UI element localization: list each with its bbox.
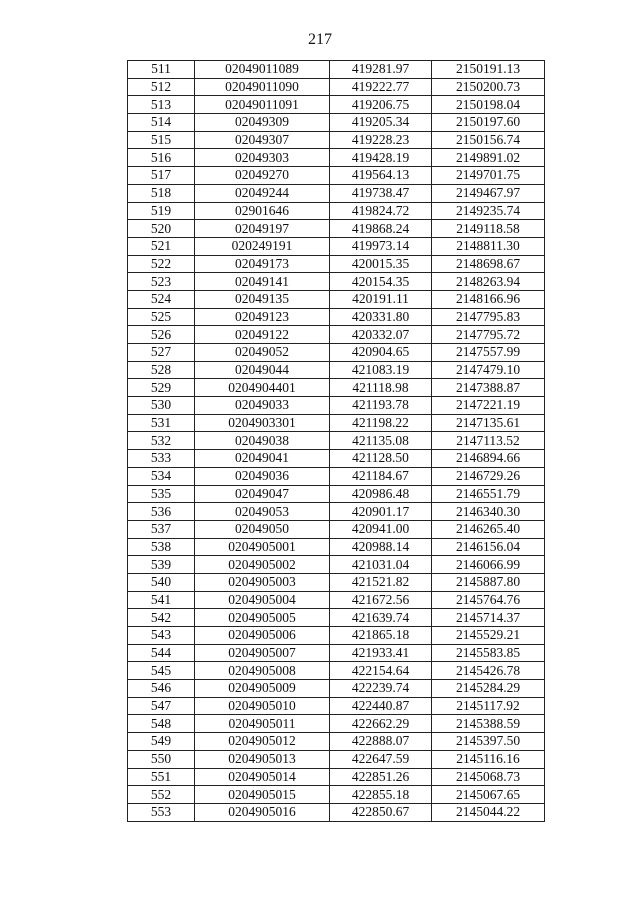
point-code-cell: 0204905016 [195, 803, 330, 821]
row-number-cell: 530 [128, 397, 195, 415]
row-number-cell: 538 [128, 538, 195, 556]
row-number-cell: 518 [128, 184, 195, 202]
table-row [128, 167, 545, 185]
y-coordinate-cell: 2146894.66 [432, 450, 545, 468]
y-coordinate-cell: 2150197.60 [432, 114, 545, 132]
point-code-cell: 02049036 [195, 467, 330, 485]
point-code-cell: 0204905008 [195, 662, 330, 680]
x-coordinate-cell: 421118.98 [330, 379, 432, 397]
point-code-cell: 02901646 [195, 202, 330, 220]
table-row [128, 662, 545, 680]
row-number-cell: 523 [128, 273, 195, 291]
y-coordinate-cell: 2145397.50 [432, 733, 545, 751]
y-coordinate-cell: 2147113.52 [432, 432, 545, 450]
table-row [128, 114, 545, 132]
table-row [128, 273, 545, 291]
point-code-cell: 0204905004 [195, 591, 330, 609]
y-coordinate-cell: 2147795.83 [432, 308, 545, 326]
y-coordinate-cell: 2150200.73 [432, 78, 545, 96]
point-code-cell: 0204905011 [195, 715, 330, 733]
row-number-cell: 529 [128, 379, 195, 397]
point-code-cell: 02049044 [195, 361, 330, 379]
y-coordinate-cell: 2147479.10 [432, 361, 545, 379]
table-row [128, 255, 545, 273]
table-row [128, 591, 545, 609]
row-number-cell: 513 [128, 96, 195, 114]
y-coordinate-cell: 2147795.72 [432, 326, 545, 344]
x-coordinate-cell: 421865.18 [330, 627, 432, 645]
row-number-cell: 547 [128, 697, 195, 715]
table-row [128, 344, 545, 362]
y-coordinate-cell: 2145764.76 [432, 591, 545, 609]
table-row [128, 78, 545, 96]
x-coordinate-cell: 420332.07 [330, 326, 432, 344]
y-coordinate-cell: 2146729.26 [432, 467, 545, 485]
point-code-cell: 02049123 [195, 308, 330, 326]
point-code-cell: 02049050 [195, 520, 330, 538]
point-code-cell: 02049122 [195, 326, 330, 344]
row-number-cell: 525 [128, 308, 195, 326]
y-coordinate-cell: 2146340.30 [432, 503, 545, 521]
table-row [128, 609, 545, 627]
x-coordinate-cell: 422662.29 [330, 715, 432, 733]
x-coordinate-cell: 422239.74 [330, 680, 432, 698]
x-coordinate-cell: 420904.65 [330, 344, 432, 362]
y-coordinate-cell: 2145068.73 [432, 768, 545, 786]
table-row [128, 61, 545, 79]
point-code-cell: 0204903301 [195, 414, 330, 432]
x-coordinate-cell: 422888.07 [330, 733, 432, 751]
x-coordinate-cell: 420988.14 [330, 538, 432, 556]
y-coordinate-cell: 2145044.22 [432, 803, 545, 821]
x-coordinate-cell: 421521.82 [330, 573, 432, 591]
y-coordinate-cell: 2145284.29 [432, 680, 545, 698]
table-row [128, 485, 545, 503]
x-coordinate-cell: 419206.75 [330, 96, 432, 114]
row-number-cell: 522 [128, 255, 195, 273]
y-coordinate-cell: 2145583.85 [432, 644, 545, 662]
y-coordinate-cell: 2149701.75 [432, 167, 545, 185]
row-number-cell: 526 [128, 326, 195, 344]
point-code-cell: 0204905010 [195, 697, 330, 715]
table-row [128, 184, 545, 202]
row-number-cell: 536 [128, 503, 195, 521]
row-number-cell: 533 [128, 450, 195, 468]
point-code-cell: 0204905002 [195, 556, 330, 574]
y-coordinate-cell: 2146066.99 [432, 556, 545, 574]
table-row [128, 432, 545, 450]
row-number-cell: 511 [128, 61, 195, 79]
x-coordinate-cell: 420191.11 [330, 290, 432, 308]
x-coordinate-cell: 421639.74 [330, 609, 432, 627]
table-row [128, 715, 545, 733]
row-number-cell: 534 [128, 467, 195, 485]
point-code-cell: 02049309 [195, 114, 330, 132]
table-row [128, 680, 545, 698]
x-coordinate-cell: 420331.80 [330, 308, 432, 326]
y-coordinate-cell: 2145388.59 [432, 715, 545, 733]
x-coordinate-cell: 420901.17 [330, 503, 432, 521]
row-number-cell: 545 [128, 662, 195, 680]
y-coordinate-cell: 2145714.37 [432, 609, 545, 627]
x-coordinate-cell: 419868.24 [330, 220, 432, 238]
table-row [128, 503, 545, 521]
x-coordinate-cell: 419228.23 [330, 131, 432, 149]
y-coordinate-cell: 2146265.40 [432, 520, 545, 538]
point-code-cell: 02049307 [195, 131, 330, 149]
row-number-cell: 519 [128, 202, 195, 220]
x-coordinate-cell: 422154.64 [330, 662, 432, 680]
x-coordinate-cell: 419281.97 [330, 61, 432, 79]
x-coordinate-cell: 422855.18 [330, 786, 432, 804]
row-number-cell: 532 [128, 432, 195, 450]
row-number-cell: 535 [128, 485, 195, 503]
y-coordinate-cell: 2145529.21 [432, 627, 545, 645]
x-coordinate-cell: 422647.59 [330, 750, 432, 768]
point-code-cell: 02049011089 [195, 61, 330, 79]
table-row [128, 379, 545, 397]
y-coordinate-cell: 2147557.99 [432, 344, 545, 362]
row-number-cell: 521 [128, 237, 195, 255]
point-code-cell: 02049303 [195, 149, 330, 167]
row-number-cell: 539 [128, 556, 195, 574]
x-coordinate-cell: 420941.00 [330, 520, 432, 538]
point-code-cell: 02049052 [195, 344, 330, 362]
point-code-cell: 0204905015 [195, 786, 330, 804]
y-coordinate-cell: 2150191.13 [432, 61, 545, 79]
x-coordinate-cell: 421031.04 [330, 556, 432, 574]
table-row [128, 520, 545, 538]
point-code-cell: 0204905009 [195, 680, 330, 698]
row-number-cell: 540 [128, 573, 195, 591]
table-row [128, 803, 545, 821]
point-code-cell: 0204905005 [195, 609, 330, 627]
x-coordinate-cell: 419738.47 [330, 184, 432, 202]
y-coordinate-cell: 2149235.74 [432, 202, 545, 220]
table-row [128, 290, 545, 308]
row-number-cell: 548 [128, 715, 195, 733]
table-row [128, 556, 545, 574]
y-coordinate-cell: 2145067.65 [432, 786, 545, 804]
point-code-cell: 02049173 [195, 255, 330, 273]
table-row [128, 361, 545, 379]
page-number: 217 [308, 31, 332, 48]
y-coordinate-cell: 2149118.58 [432, 220, 545, 238]
y-coordinate-cell: 2147135.61 [432, 414, 545, 432]
row-number-cell: 514 [128, 114, 195, 132]
x-coordinate-cell: 421672.56 [330, 591, 432, 609]
table-row [128, 149, 545, 167]
x-coordinate-cell: 419222.77 [330, 78, 432, 96]
x-coordinate-cell: 422850.67 [330, 803, 432, 821]
row-number-cell: 527 [128, 344, 195, 362]
point-code-cell: 0204905013 [195, 750, 330, 768]
row-number-cell: 552 [128, 786, 195, 804]
table-row [128, 750, 545, 768]
table-row [128, 220, 545, 238]
x-coordinate-cell: 421128.50 [330, 450, 432, 468]
y-coordinate-cell: 2145116.16 [432, 750, 545, 768]
point-code-cell: 0204905007 [195, 644, 330, 662]
coordinates-table-body [128, 61, 545, 822]
x-coordinate-cell: 421135.08 [330, 432, 432, 450]
point-code-cell: 0204905003 [195, 573, 330, 591]
x-coordinate-cell: 421933.41 [330, 644, 432, 662]
x-coordinate-cell: 420015.35 [330, 255, 432, 273]
point-code-cell: 02049011091 [195, 96, 330, 114]
x-coordinate-cell: 419973.14 [330, 237, 432, 255]
x-coordinate-cell: 419428.19 [330, 149, 432, 167]
x-coordinate-cell: 421193.78 [330, 397, 432, 415]
table-row [128, 644, 545, 662]
point-code-cell: 02049011090 [195, 78, 330, 96]
x-coordinate-cell: 421083.19 [330, 361, 432, 379]
coordinates-table [127, 60, 545, 822]
y-coordinate-cell: 2147388.87 [432, 379, 545, 397]
x-coordinate-cell: 419824.72 [330, 202, 432, 220]
point-code-cell: 0204905014 [195, 768, 330, 786]
y-coordinate-cell: 2148811.30 [432, 237, 545, 255]
y-coordinate-cell: 2145887.80 [432, 573, 545, 591]
point-code-cell: 02049270 [195, 167, 330, 185]
x-coordinate-cell: 419205.34 [330, 114, 432, 132]
table-row [128, 397, 545, 415]
y-coordinate-cell: 2148698.67 [432, 255, 545, 273]
row-number-cell: 517 [128, 167, 195, 185]
table-row [128, 733, 545, 751]
point-code-cell: 02049053 [195, 503, 330, 521]
x-coordinate-cell: 421184.67 [330, 467, 432, 485]
table-row [128, 467, 545, 485]
table-row [128, 450, 545, 468]
table-row [128, 237, 545, 255]
table-row [128, 627, 545, 645]
point-code-cell: 02049038 [195, 432, 330, 450]
table-row [128, 96, 545, 114]
table-row [128, 538, 545, 556]
point-code-cell: 02049244 [195, 184, 330, 202]
row-number-cell: 553 [128, 803, 195, 821]
row-number-cell: 551 [128, 768, 195, 786]
y-coordinate-cell: 2146551.79 [432, 485, 545, 503]
table-row [128, 768, 545, 786]
point-code-cell: 020249191 [195, 237, 330, 255]
row-number-cell: 543 [128, 627, 195, 645]
row-number-cell: 512 [128, 78, 195, 96]
table-row [128, 573, 545, 591]
point-code-cell: 02049141 [195, 273, 330, 291]
row-number-cell: 549 [128, 733, 195, 751]
point-code-cell: 02049197 [195, 220, 330, 238]
point-code-cell: 02049135 [195, 290, 330, 308]
y-coordinate-cell: 2148166.96 [432, 290, 545, 308]
row-number-cell: 520 [128, 220, 195, 238]
y-coordinate-cell: 2145426.78 [432, 662, 545, 680]
point-code-cell: 0204905006 [195, 627, 330, 645]
row-number-cell: 531 [128, 414, 195, 432]
y-coordinate-cell: 2147221.19 [432, 397, 545, 415]
x-coordinate-cell: 420986.48 [330, 485, 432, 503]
point-code-cell: 02049033 [195, 397, 330, 415]
row-number-cell: 542 [128, 609, 195, 627]
row-number-cell: 515 [128, 131, 195, 149]
y-coordinate-cell: 2150198.04 [432, 96, 545, 114]
table-row [128, 414, 545, 432]
x-coordinate-cell: 421198.22 [330, 414, 432, 432]
row-number-cell: 544 [128, 644, 195, 662]
point-code-cell: 02049041 [195, 450, 330, 468]
table-row [128, 697, 545, 715]
table-row [128, 326, 545, 344]
point-code-cell: 0204905012 [195, 733, 330, 751]
row-number-cell: 541 [128, 591, 195, 609]
y-coordinate-cell: 2149891.02 [432, 149, 545, 167]
table-row [128, 202, 545, 220]
y-coordinate-cell: 2145117.92 [432, 697, 545, 715]
table-row [128, 308, 545, 326]
point-code-cell: 02049047 [195, 485, 330, 503]
table-row [128, 131, 545, 149]
y-coordinate-cell: 2150156.74 [432, 131, 545, 149]
row-number-cell: 524 [128, 290, 195, 308]
row-number-cell: 550 [128, 750, 195, 768]
x-coordinate-cell: 422851.26 [330, 768, 432, 786]
row-number-cell: 537 [128, 520, 195, 538]
row-number-cell: 516 [128, 149, 195, 167]
row-number-cell: 528 [128, 361, 195, 379]
point-code-cell: 0204905001 [195, 538, 330, 556]
x-coordinate-cell: 419564.13 [330, 167, 432, 185]
y-coordinate-cell: 2149467.97 [432, 184, 545, 202]
x-coordinate-cell: 422440.87 [330, 697, 432, 715]
x-coordinate-cell: 420154.35 [330, 273, 432, 291]
table-row [128, 786, 545, 804]
y-coordinate-cell: 2146156.04 [432, 538, 545, 556]
row-number-cell: 546 [128, 680, 195, 698]
y-coordinate-cell: 2148263.94 [432, 273, 545, 291]
point-code-cell: 0204904401 [195, 379, 330, 397]
